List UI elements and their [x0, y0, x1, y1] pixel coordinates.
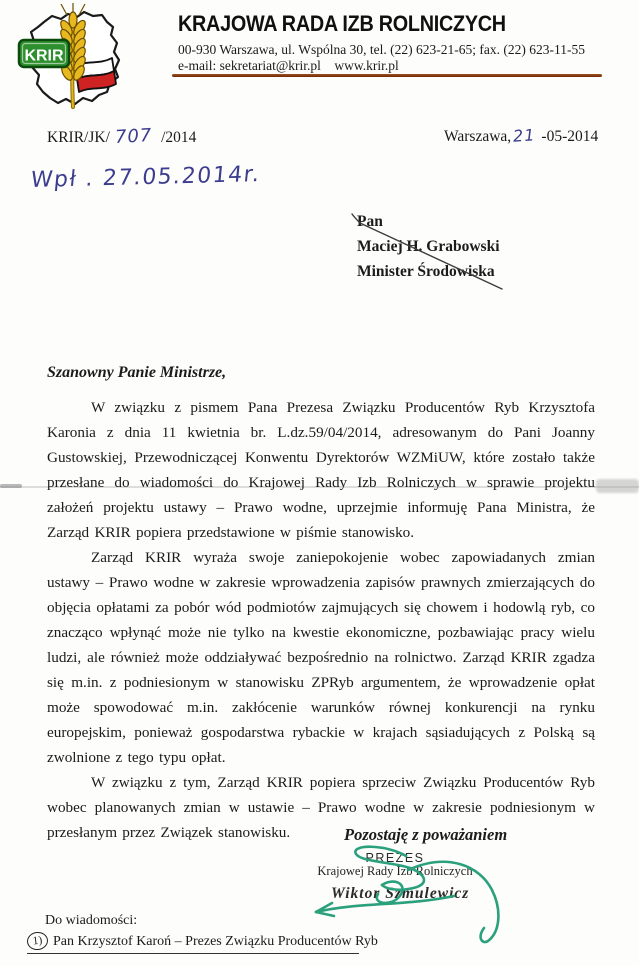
cc-text: Pan Krzysztof Karoń – Prezes Związku Producentów Ryb: [53, 934, 378, 949]
cc-label: Do wiadomości:: [45, 913, 138, 928]
scan-artifact-left: [0, 484, 22, 488]
krir-logo: [14, 3, 134, 123]
ref-suffix: /2014: [161, 129, 197, 146]
signer-title: PREZES: [365, 851, 425, 865]
recipient-line: Minister Środowiska: [357, 263, 495, 280]
krir-badge: [19, 40, 69, 67]
scan-artifact-right: [596, 479, 639, 493]
recipient-line: Maciej H. Grabowski: [357, 238, 500, 255]
place: Warszawa,: [444, 128, 512, 145]
paragraph: W związku z tym, Zarząd KRIR popiera sprzeciw Związku Producentów Ryb wobec planowanych zmian w ustawie – Prawo wodne w zakresie podniesionym w przesłanym przez Związek stanowisku.: [47, 774, 595, 841]
date-rest: -05-2014: [541, 128, 599, 145]
cc-item: [27, 932, 378, 954]
signer-organization: Krajowej Rady Izb Rolniczych: [317, 864, 473, 878]
cc-number-circled: 1): [26, 931, 49, 951]
handwritten-date-day: 21: [512, 125, 537, 146]
ref-prefix: KRIR/JK/: [47, 129, 110, 146]
paragraph: W związku z pismem Pana Prezesa Związku Producentów Ryb Krzysztofa Karonia z dnia 11 kwietnia br. L.dz.59/04/2014, adresowanym do Pani Joanny Gustowskiej, Przewodniczącej Konwentu Dyrektorów WZMiUW, które zostało także przesłane do wiadomości do Krajowej Rady Izb Rolniczych w sprawie projektu założeń projektu ustawy – Prawo wodne, uprzejmie informuję Pana Ministra, że Zarząd KRIR popiera przedstawione w piśmie stanowisko.: [47, 399, 595, 541]
letterhead: [178, 11, 585, 74]
recipient-block: [357, 209, 500, 284]
letter-body: [47, 395, 595, 845]
paragraph: Zarząd KRIR wyraża swoje zaniepokojenie wobec zapowiadanych zmian ustawy – Prawo wodne w zakresie wprowadzenia zapisów prawnych zmierzających do objęcia opłatami za pobór wód podmiotów zajmujących się chowem i hodowlą ryb, co znacząco wpłynąć może nie tylko na kwestie ekonomiczne, pozbawiając pracy wielu ludzi, ale również może oddziaływać bezpośrednio na rolnictwo. Zarząd KRIR zgadza się m.in. z podniesionym w stanowisku ZPRyb argumentem, że wprowadzenie opłat może spowodować m.in. zakłócenie warunków równej konkurencji na rynku europejskim, ponieważ gospodarstwa rybackie w krajach sąsiadujących z Polską są zwolnione z tego typu opłat.: [47, 549, 595, 766]
place-and-date: [444, 126, 598, 146]
salutation: Szanowny Panie Ministrze,: [47, 364, 227, 381]
letterhead-rule: [172, 74, 602, 77]
valediction: Pozostaję z poważaniem: [344, 825, 508, 844]
org-name: KRAJOWA RADA IZB ROLNICZYCH: [178, 11, 506, 36]
signer-name: Wiktor Szmulewicz: [331, 885, 470, 902]
handwritten-received-note: Wpł . 27.05.2014r.: [29, 161, 262, 194]
reference-number: [47, 126, 196, 147]
org-email: e-mail: sekretariat@krir.pl www.krir.pl: [178, 58, 399, 73]
recipient-line: Pan: [357, 213, 383, 230]
org-address: 00-930 Warszawa, ul. Wspólna 30, tel. (22) 623-21-65; fax. (22) 623-11-55: [178, 42, 585, 57]
handwritten-ref-number: 707: [114, 125, 153, 148]
logo-text: KRIR: [24, 47, 64, 65]
